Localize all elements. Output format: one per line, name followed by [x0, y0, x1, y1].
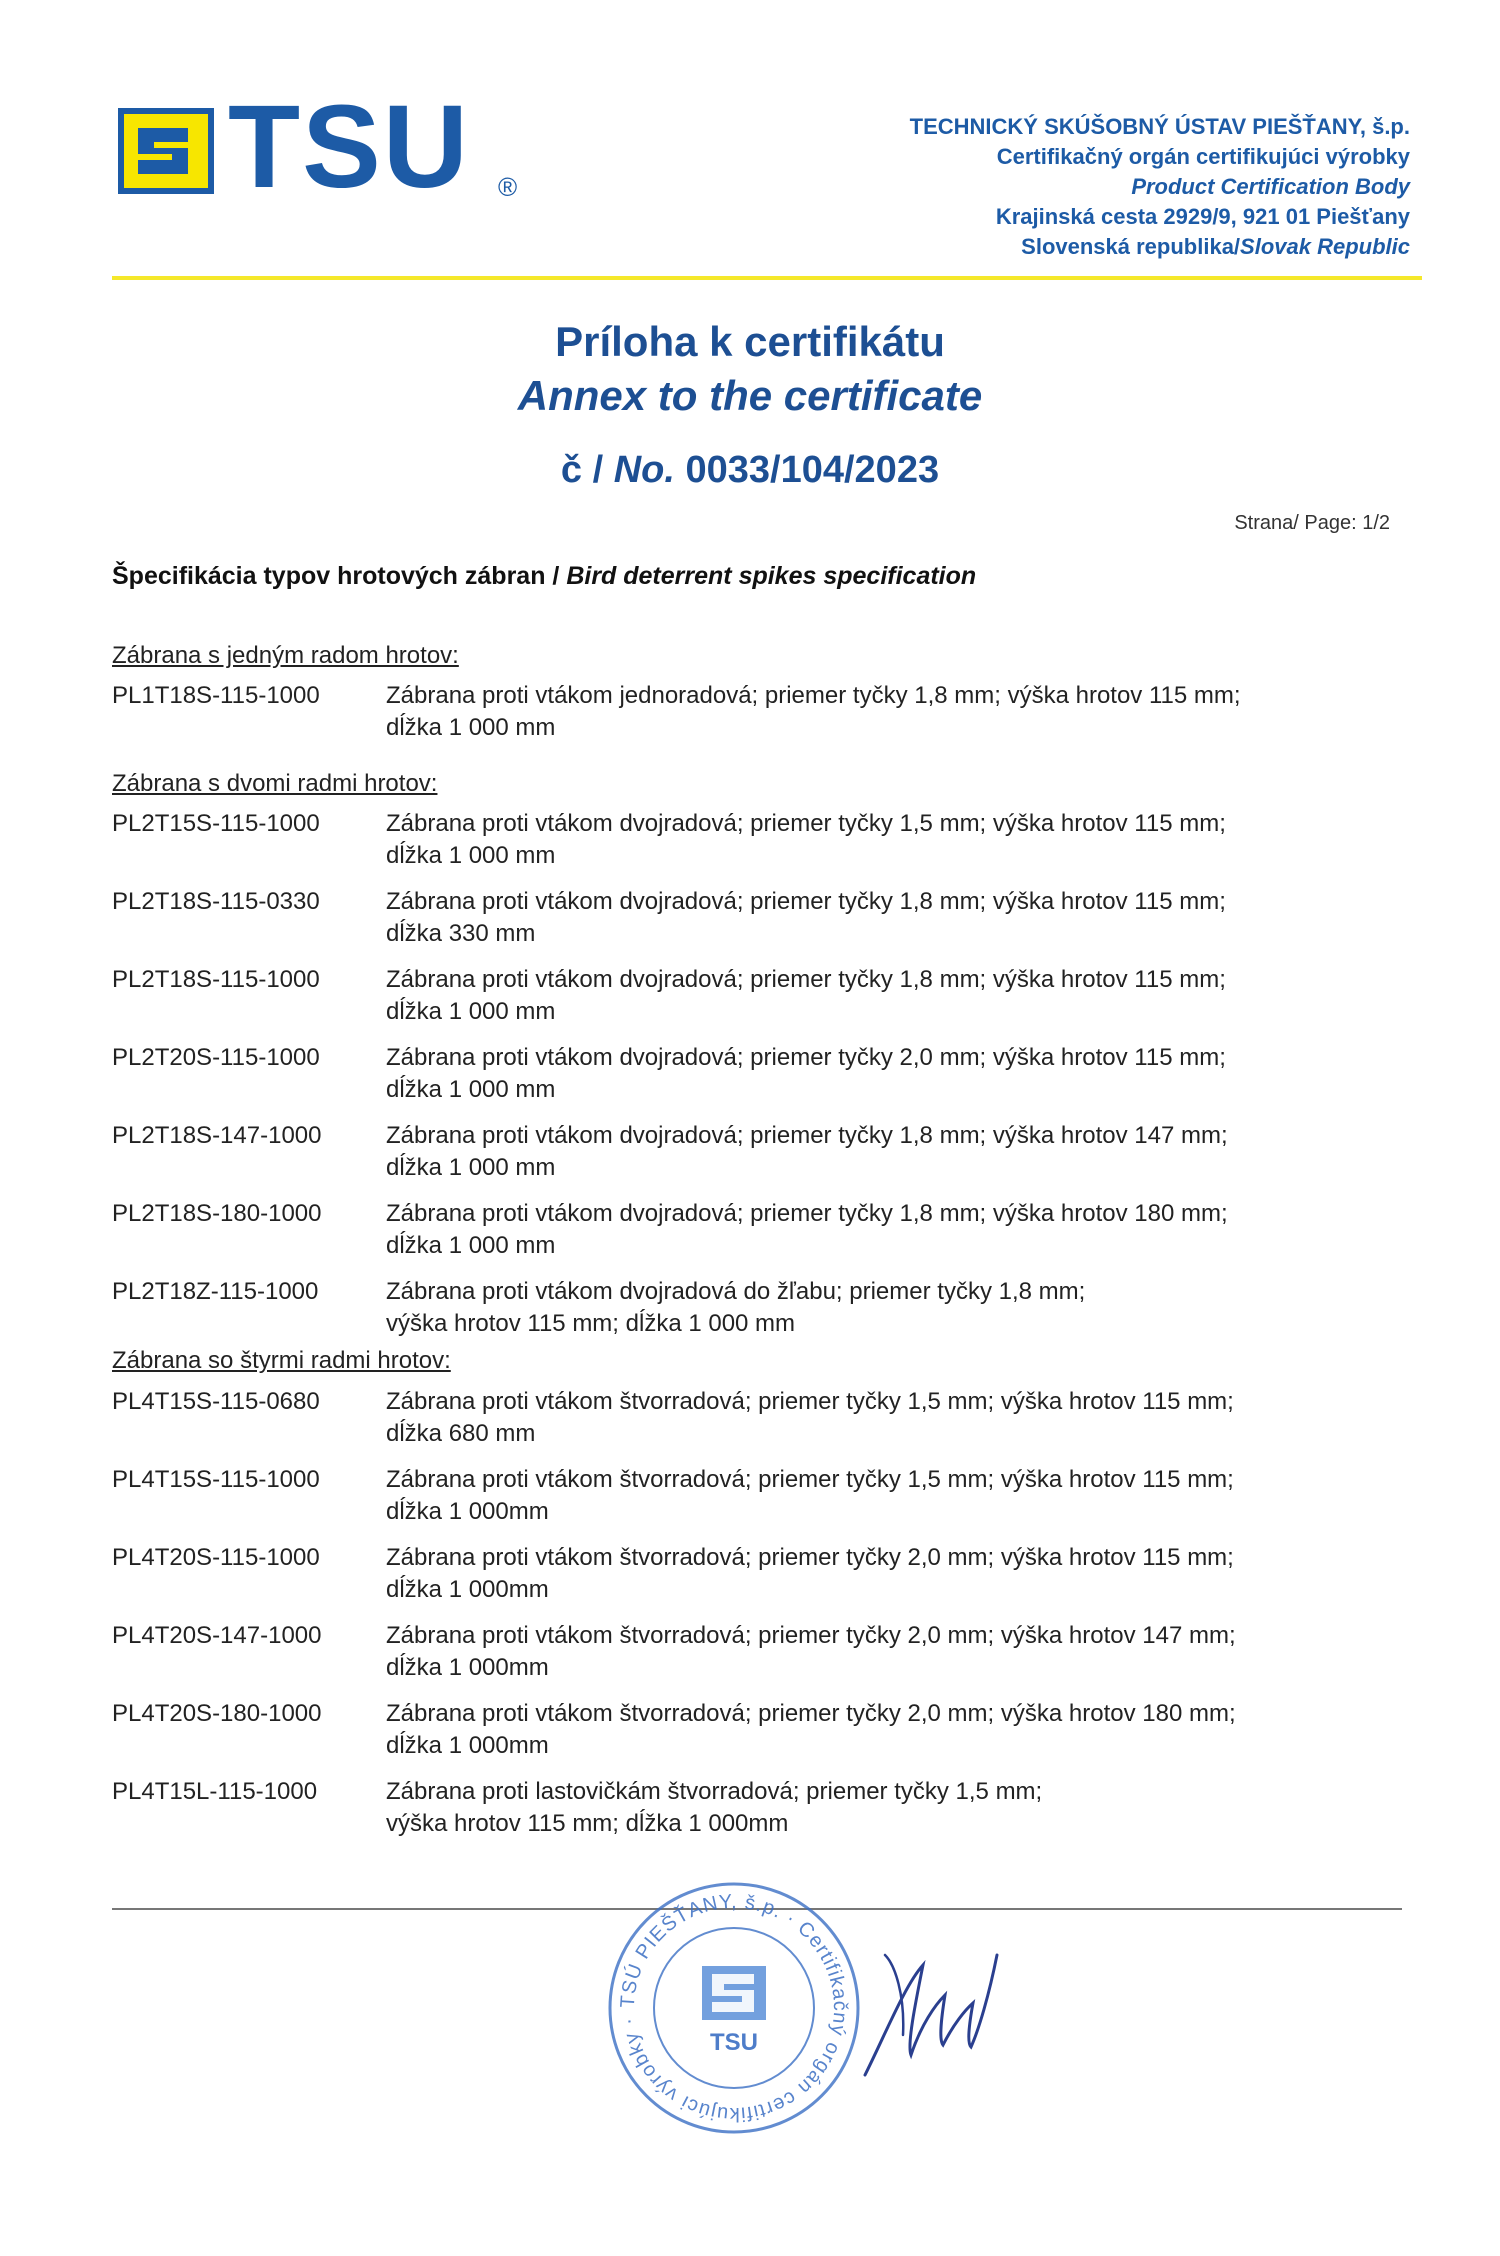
- item-code: PL4T20S-180-1000: [112, 1700, 322, 1727]
- item-code: PL1T18S-115-1000: [112, 682, 320, 709]
- spec-heading-sk: Špecifikácia typov hrotových zábran /: [112, 562, 567, 590]
- tsu-logo: [118, 81, 538, 213]
- country-sk: Slovenská republika/: [1021, 234, 1241, 259]
- item-description: [386, 886, 1406, 950]
- logo-text: TSU: [228, 81, 470, 213]
- description-line-2: dĺžka 1 000 mm: [386, 1154, 556, 1181]
- organization-line: Certifikačný orgán certifikujúci výrobky: [996, 144, 1410, 169]
- item-description: [386, 1464, 1406, 1528]
- item-description: [386, 1120, 1406, 1184]
- item-description: [386, 680, 1406, 744]
- description-line-2: dĺžka 680 mm: [386, 1420, 536, 1447]
- item-description: [386, 1198, 1406, 1262]
- logo-registered-mark: ®: [498, 172, 518, 202]
- title-sk: Príloha k certifikátu: [555, 318, 945, 365]
- item-description: [386, 1276, 1406, 1340]
- spec-heading-en: Bird deterrent spikes specification: [566, 562, 977, 590]
- header-divider: [112, 276, 1422, 280]
- description-line-1: Zábrana proti vtákom dvojradová; priemer tyčky 1,5 mm; výška hrotov 115 mm;: [386, 810, 1226, 837]
- item-code: PL2T18S-147-1000: [112, 1122, 322, 1149]
- number-label: No.: [613, 449, 675, 491]
- description-line-2: dĺžka 1 000 mm: [386, 998, 556, 1025]
- number-prefix: č /: [560, 449, 614, 491]
- item-description: [386, 1620, 1406, 1684]
- item-code: PL4T20S-115-1000: [112, 1544, 320, 1571]
- item-description: [386, 1042, 1406, 1106]
- description-line-2: dĺžka 1 000 mm: [386, 714, 556, 741]
- item-code: PL2T15S-115-1000: [112, 810, 320, 837]
- specification-heading: [112, 562, 976, 591]
- title-en: Annex to the certificate: [517, 372, 983, 419]
- description-line-1: Zábrana proti vtákom dvojradová; priemer tyčky 2,0 mm; výška hrotov 115 mm;: [386, 1044, 1226, 1071]
- description-line-1: Zábrana proti vtákom štvorradová; priemer tyčky 1,5 mm; výška hrotov 115 mm;: [386, 1388, 1234, 1415]
- organization-line: Krajinská cesta 2929/9, 921 01 Piešťany: [995, 204, 1410, 229]
- description-line-1: Zábrana proti vtákom dvojradová; priemer tyčky 1,8 mm; výška hrotov 147 mm;: [386, 1122, 1228, 1149]
- stamp-ring-text: TSÚ PIEŠŤANY, š.p. · Certifikačný orgán certifikujúci výrobky ·: [616, 1890, 852, 2126]
- official-stamp: [604, 1878, 864, 2138]
- item-code: PL4T15S-115-0680: [112, 1388, 320, 1415]
- item-code: PL2T18S-115-0330: [112, 888, 320, 915]
- description-line-2: výška hrotov 115 mm; dĺžka 1 000mm: [386, 1810, 789, 1837]
- item-code: PL2T20S-115-1000: [112, 1044, 320, 1071]
- section-title: Zábrana s dvomi radmi hrotov:: [112, 770, 438, 797]
- description-line-1: Zábrana proti vtákom dvojradová; priemer tyčky 1,8 mm; výška hrotov 115 mm;: [386, 966, 1226, 993]
- description-line-2: výška hrotov 115 mm; dĺžka 1 000 mm: [386, 1310, 796, 1337]
- organization-line: TECHNICKÝ SKÚŠOBNÝ ÚSTAV PIEŠŤANY, š.p.: [909, 114, 1410, 139]
- description-line-2: dĺžka 330 mm: [386, 920, 536, 947]
- number-value: 0033/104/2023: [674, 449, 940, 491]
- page-number: Strana/ Page: 1/2: [1234, 512, 1390, 534]
- item-code: PL4T15S-115-1000: [112, 1466, 320, 1493]
- handwritten-signature: [845, 1925, 1005, 2095]
- item-description: [386, 1776, 1406, 1840]
- organization-country: [910, 232, 1410, 262]
- description-line-1: Zábrana proti vtákom štvorradová; priemer tyčky 1,5 mm; výška hrotov 115 mm;: [386, 1466, 1234, 1493]
- organization-line: Product Certification Body: [1131, 174, 1410, 199]
- description-line-1: Zábrana proti vtákom dvojradová; priemer tyčky 1,8 mm; výška hrotov 180 mm;: [386, 1200, 1228, 1227]
- description-line-2: dĺžka 1 000mm: [386, 1654, 549, 1681]
- description-line-1: Zábrana proti vtákom jednoradová; priemer tyčky 1,8 mm; výška hrotov 115 mm;: [386, 682, 1241, 709]
- description-line-1: Zábrana proti vtákom štvorradová; priemer tyčky 2,0 mm; výška hrotov 115 mm;: [386, 1544, 1234, 1571]
- item-description: [386, 964, 1406, 1028]
- item-code: PL2T18S-180-1000: [112, 1200, 322, 1227]
- country-en: Slovak Republic: [1240, 234, 1410, 259]
- description-line-1: Zábrana proti vtákom štvorradová; priemer tyčky 2,0 mm; výška hrotov 147 mm;: [386, 1622, 1236, 1649]
- item-description: [386, 1542, 1406, 1606]
- description-line-1: Zábrana proti vtákom štvorradová; priemer tyčky 2,0 mm; výška hrotov 180 mm;: [386, 1700, 1236, 1727]
- item-code: PL2T18S-115-1000: [112, 966, 320, 993]
- item-description: [386, 1698, 1406, 1762]
- stamp-center-text: TSU: [710, 2029, 758, 2056]
- description-line-1: Zábrana proti vtákom dvojradová do žľabu; priemer tyčky 1,8 mm;: [386, 1278, 1086, 1305]
- item-code: PL4T15L-115-1000: [112, 1778, 318, 1805]
- description-line-1: Zábrana proti vtákom dvojradová; priemer tyčky 1,8 mm; výška hrotov 115 mm;: [386, 888, 1226, 915]
- certificate-number: [0, 445, 1500, 495]
- organization-lines: [910, 112, 1410, 232]
- organization-address: [910, 112, 1410, 262]
- description-line-2: dĺžka 1 000mm: [386, 1732, 549, 1759]
- description-line-2: dĺžka 1 000mm: [386, 1498, 549, 1525]
- section-title: Zábrana s jedným radom hrotov:: [112, 642, 459, 669]
- section-title: Zábrana so štyrmi radmi hrotov:: [112, 1347, 451, 1374]
- description-line-2: dĺžka 1 000 mm: [386, 1232, 556, 1259]
- logo-emblem-icon: [118, 108, 214, 194]
- item-code: PL4T20S-147-1000: [112, 1622, 322, 1649]
- description-line-2: dĺžka 1 000 mm: [386, 1076, 556, 1103]
- item-description: [386, 808, 1406, 872]
- document-title: [0, 315, 1500, 495]
- description-line-1: Zábrana proti lastovičkám štvorradová; priemer tyčky 1,5 mm;: [386, 1778, 1043, 1805]
- description-line-2: dĺžka 1 000mm: [386, 1576, 549, 1603]
- item-description: [386, 1386, 1406, 1450]
- item-code: PL2T18Z-115-1000: [112, 1278, 319, 1305]
- description-line-2: dĺžka 1 000 mm: [386, 842, 556, 869]
